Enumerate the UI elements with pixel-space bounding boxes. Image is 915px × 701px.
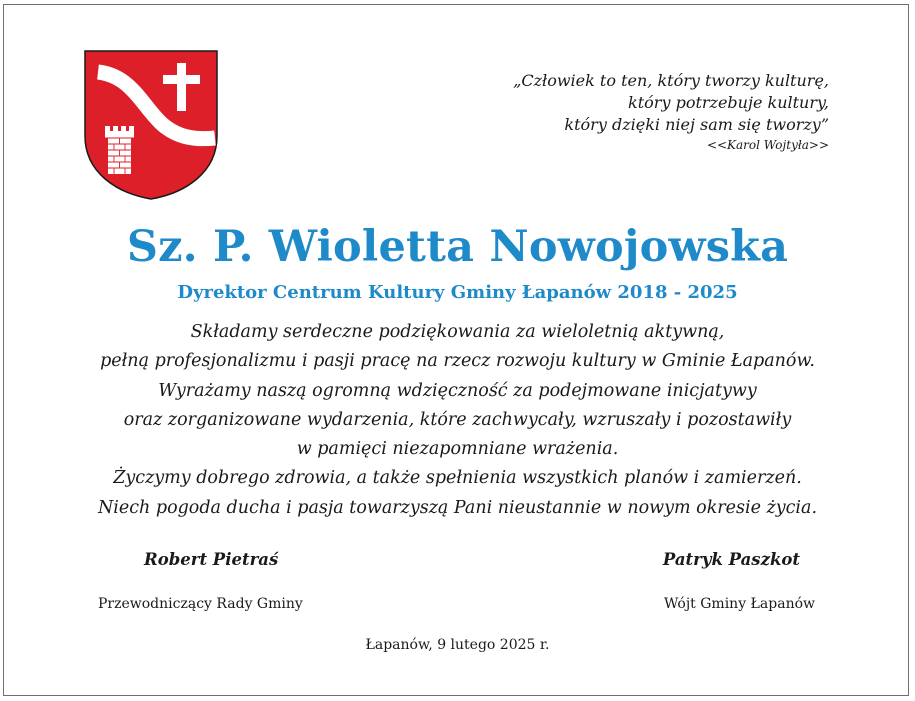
thank-you-message bbox=[0, 318, 915, 523]
message-line: Składamy serdeczne podziękowania za wieloletnią aktywną, bbox=[190, 322, 725, 342]
quote-line: „Człowiek to ten, który tworzy kulturę, bbox=[513, 71, 829, 90]
signatory-title-left: Przewodniczący Rady Gminy bbox=[98, 596, 303, 612]
place-and-date: Łapanów, 9 lutego 2025 r. bbox=[365, 637, 550, 653]
signatory-name-right: Patryk Paszkot bbox=[662, 550, 800, 569]
message-line: Wyrażamy naszą ogromną wdzięczność za podejmowane inicjatywy bbox=[158, 380, 757, 401]
recipient-name: Sz. P. Wioletta Nowojowska bbox=[126, 222, 789, 272]
message-line: Niech pogoda ducha i pasja towarzyszą Pani nieustannie w nowym okresie życia. bbox=[97, 497, 818, 518]
quote-line: który potrzebuje kultury, bbox=[628, 93, 829, 112]
motto-quote bbox=[513, 70, 829, 154]
signatory-title-right: Wójt Gminy Łapanów bbox=[663, 596, 815, 612]
message-line: pełną profesjonalizmu i pasji pracę na rzecz rozwoju kultury w Gminie Łapanów. bbox=[100, 351, 815, 372]
recipient-role: Dyrektor Centrum Kultury Gminy Łapanów 2018 - 2025 bbox=[177, 282, 738, 303]
message-line: Życzymy dobrego zdrowia, a także spełnienia wszystkich planów i zamierzeń. bbox=[113, 468, 802, 489]
message-line: oraz zorganizowane wydarzenia, które zachwycały, wzruszały i pozostawiły bbox=[123, 409, 792, 430]
quote-author: <<Karol Wojtyła>> bbox=[706, 138, 829, 152]
coat-of-arms-logo bbox=[84, 50, 218, 200]
quote-line: który dzięki niej sam się tworzy” bbox=[564, 115, 829, 134]
signatory-name-left: Robert Pietraś bbox=[144, 550, 279, 569]
message-line: w pamięci niezapomniane wrażenia. bbox=[296, 439, 619, 460]
